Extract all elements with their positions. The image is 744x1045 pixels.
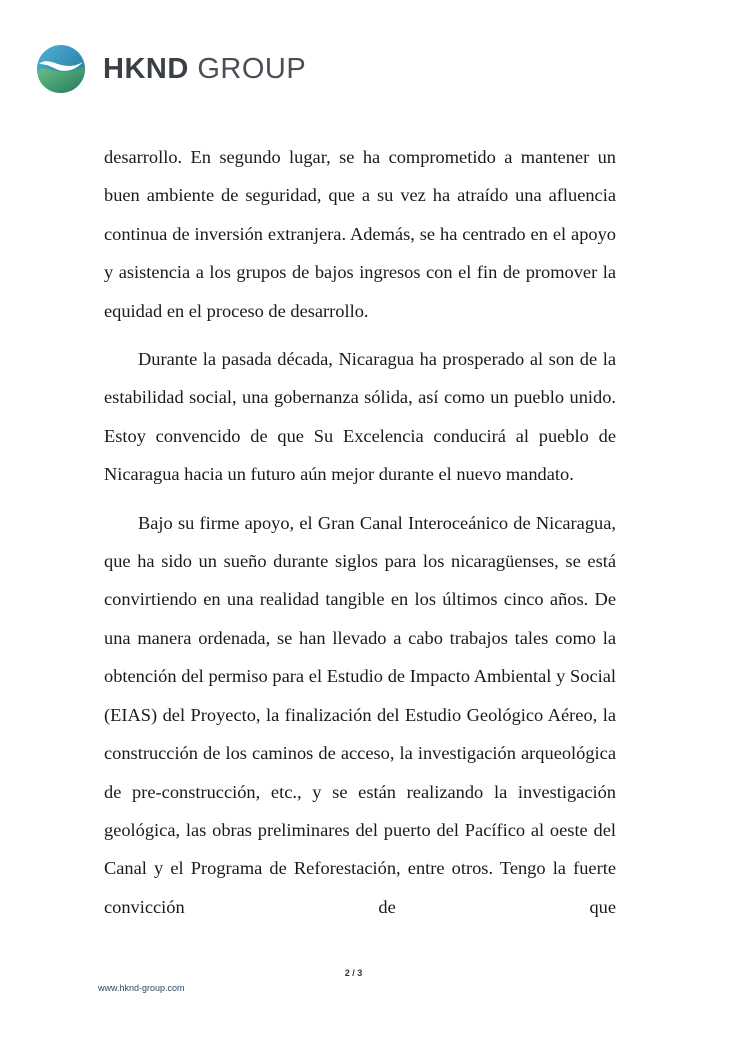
page-number: 2 / 3 — [344, 968, 363, 978]
company-name-bold: HKND — [103, 52, 189, 85]
paragraph: Durante la pasada década, Nicaragua ha prosperado al son de la estabilidad social, una gobernanza sólida, así como un pueblo unido. Estoy convencido de que Su Excelencia conducirá al pueblo de Nicaragua hacia un futuro aún mejor durante el nuevo mandato. — [104, 349, 616, 485]
footer-website-link[interactable]: www.hknd-group.com — [98, 983, 185, 993]
hknd-logo-icon — [36, 44, 86, 94]
company-name — [103, 52, 307, 85]
paragraph: desarrollo. En segundo lugar, se ha comprometido a mantener un buen ambiente de seguridad, que a su vez ha atraído una afluencia continua de inversión extranjera. Además, se ha centrado en el apoyo y asistencia a los grupos de bajos ingresos con el fin de promover la equidad en el proceso de desarrollo. — [104, 147, 616, 321]
company-name-light: GROUP — [197, 52, 307, 85]
letter-body — [104, 138, 616, 936]
letterhead — [36, 42, 306, 96]
paragraph: Bajo su firme apoyo, el Gran Canal Interoceánico de Nicaragua, que ha sido un sueño durante siglos para los nicaragüenses, se está convirtiendo en una realidad tangible en los últimos cinco años. De una manera ordenada, se han llevado a cabo trabajos tales como la obtención del permiso para el Estudio de Impacto Ambiental y Social (EIAS) del Proyecto, la finalización del Estudio Geológico Aéreo, la construcción de los caminos de acceso, la investigación arqueológica de pre-construcción, etc., y se están realizando la investigación geológica, las obras preliminares del puerto del Pacífico al oeste del Canal y el Programa de Reforestación, entre otros. Tengo la fuerte convicción de que — [104, 512, 616, 917]
